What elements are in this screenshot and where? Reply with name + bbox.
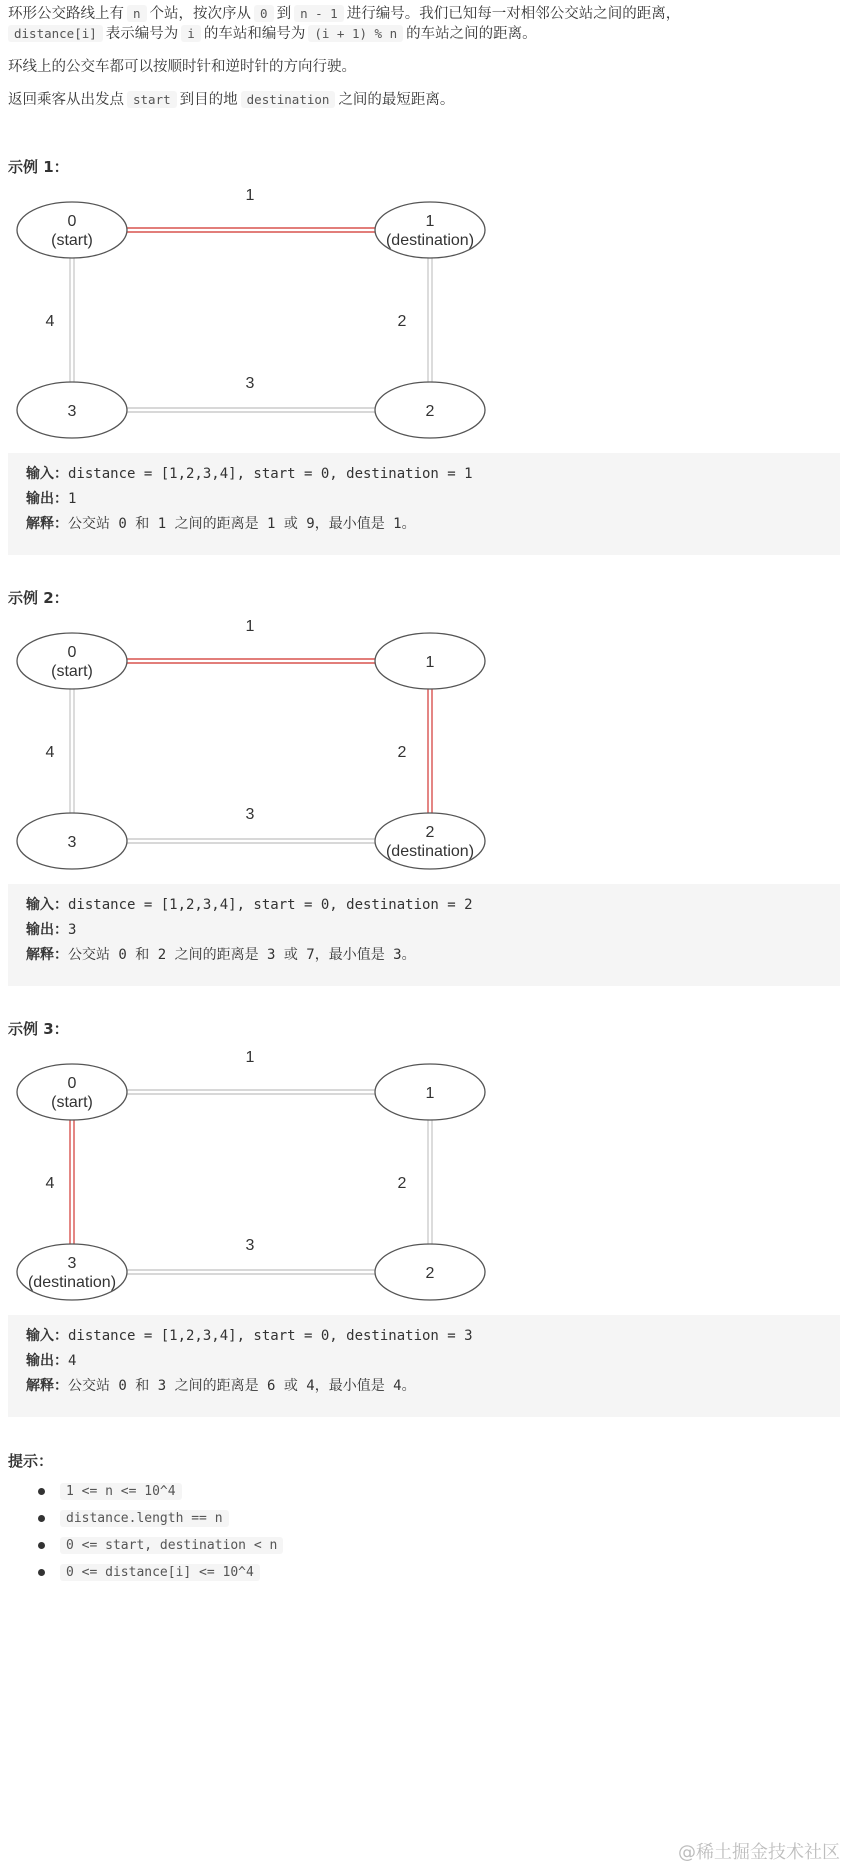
station-number: 0 xyxy=(67,1075,77,1092)
example-2-station-2 xyxy=(375,813,485,869)
example-3-edge-label: 1 xyxy=(245,1049,255,1066)
example-1-input: 输入：distance = [1,2,3,4], start = 0, destination = 1 xyxy=(26,466,473,482)
example-1-box xyxy=(8,453,840,555)
example-3-edge-3 xyxy=(127,1270,375,1274)
example-2-station-1 xyxy=(375,633,485,689)
example-3-explain: 解释：公交站 0 和 3 之间的距离是 6 或 4，最小值是 4。 xyxy=(26,1378,416,1394)
station-number: 1 xyxy=(425,654,435,671)
hints-title: 提示： xyxy=(8,1452,54,1470)
example-2-edge-3 xyxy=(127,839,375,843)
station-number: 2 xyxy=(425,824,435,841)
station-number: 3 xyxy=(67,1255,77,1272)
example-3-edge-label: 3 xyxy=(245,1237,255,1254)
station-role: (start) xyxy=(51,1094,93,1111)
station-role: (start) xyxy=(51,232,93,249)
example-1-explain: 解释：公交站 0 和 1 之间的距离是 1 或 9，最小值是 1。 xyxy=(26,516,416,532)
station-number: 2 xyxy=(425,1265,435,1282)
desc-line-3: 环线上的公交车都可以按顺时针和逆时针的方向行驶。 xyxy=(8,59,356,75)
example-2-edge-label: 2 xyxy=(397,744,407,761)
example-1-edge-label: 4 xyxy=(45,313,55,330)
station-number: 0 xyxy=(67,644,77,661)
example-3-output: 输出：4 xyxy=(26,1353,77,1369)
station-role: (start) xyxy=(51,663,93,680)
example-1-edge-label: 2 xyxy=(397,313,407,330)
watermark: @稀土掘金技术社区 xyxy=(678,1842,840,1863)
example-2-graph xyxy=(0,611,480,871)
example-1-station-0 xyxy=(17,202,127,258)
hints-list xyxy=(0,1478,286,1586)
example-1-station-2 xyxy=(375,382,485,438)
example-1-edge-4 xyxy=(70,258,74,382)
example-3-station-3 xyxy=(17,1244,127,1300)
example-3-edge-2 xyxy=(428,1120,432,1244)
station-role: (destination) xyxy=(27,1274,117,1291)
station-number: 3 xyxy=(67,403,77,420)
hint-item: 1 <= n <= 10^4 xyxy=(0,1478,286,1505)
example-3-station-2 xyxy=(375,1244,485,1300)
example-3-graph xyxy=(0,1042,480,1302)
example-2-box xyxy=(8,884,840,986)
example-1-edge-label: 3 xyxy=(245,375,255,392)
desc-line-1: 环形公交路线上有 n 个站，按次序从 0 到 n - 1 进行编号。我们已知每一对相邻公交站之间的距离， xyxy=(8,6,681,22)
example-2-station-0 xyxy=(17,633,127,689)
station-number: 1 xyxy=(425,1085,435,1102)
example-3-edge-1 xyxy=(127,1090,375,1094)
hint-item: 0 <= start, destination < n xyxy=(0,1532,286,1559)
station-number: 2 xyxy=(425,403,435,420)
example-3-edge-4 xyxy=(70,1120,74,1244)
station-number: 3 xyxy=(67,834,77,851)
example-3-input: 输入：distance = [1,2,3,4], start = 0, destination = 3 xyxy=(26,1328,473,1344)
example-1-output: 输出：1 xyxy=(26,491,77,507)
station-number: 0 xyxy=(67,213,77,230)
hint-item: 0 <= distance[i] <= 10^4 xyxy=(0,1559,286,1586)
hint-item: distance.length == n xyxy=(0,1505,286,1532)
example-2-edge-label: 3 xyxy=(245,806,255,823)
example-2-input: 输入：distance = [1,2,3,4], start = 0, destination = 2 xyxy=(26,897,473,913)
station-role: (destination) xyxy=(385,843,475,860)
example-2-title: 示例 2： xyxy=(8,589,69,607)
example-2-edge-4 xyxy=(70,689,74,813)
example-2-station-3 xyxy=(17,813,127,869)
example-1-edge-label: 1 xyxy=(245,187,255,204)
example-1-graph xyxy=(0,180,480,440)
example-1-edge-3 xyxy=(127,408,375,412)
example-3-station-1 xyxy=(375,1064,485,1120)
example-3-box xyxy=(8,1315,840,1417)
example-3-station-0 xyxy=(17,1064,127,1120)
example-2-edge-label: 4 xyxy=(45,744,55,761)
example-2-explain: 解释：公交站 0 和 2 之间的距离是 3 或 7，最小值是 3。 xyxy=(26,947,416,963)
example-1-station-3 xyxy=(17,382,127,438)
example-2-edge-2 xyxy=(428,689,432,813)
example-2-edge-1 xyxy=(127,659,375,663)
station-role: (destination) xyxy=(385,232,475,249)
example-1-title: 示例 1： xyxy=(8,158,69,176)
example-3-title: 示例 3： xyxy=(8,1020,69,1038)
desc-line-2: distance[i] 表示编号为 i 的车站和编号为 (i + 1) % n 的车站之间的距离。 xyxy=(8,22,537,46)
example-3-edge-label: 2 xyxy=(397,1175,407,1192)
example-2-output: 输出：3 xyxy=(26,922,77,938)
example-1-edge-1 xyxy=(127,228,375,232)
example-3-edge-label: 4 xyxy=(45,1175,55,1192)
example-1-station-1 xyxy=(375,202,485,258)
example-2-edge-label: 1 xyxy=(245,618,255,635)
desc-line-4: 返回乘客从出发点 start 到目的地 destination 之间的最短距离。 xyxy=(8,92,455,108)
station-number: 1 xyxy=(425,213,435,230)
example-1-edge-2 xyxy=(428,258,432,382)
